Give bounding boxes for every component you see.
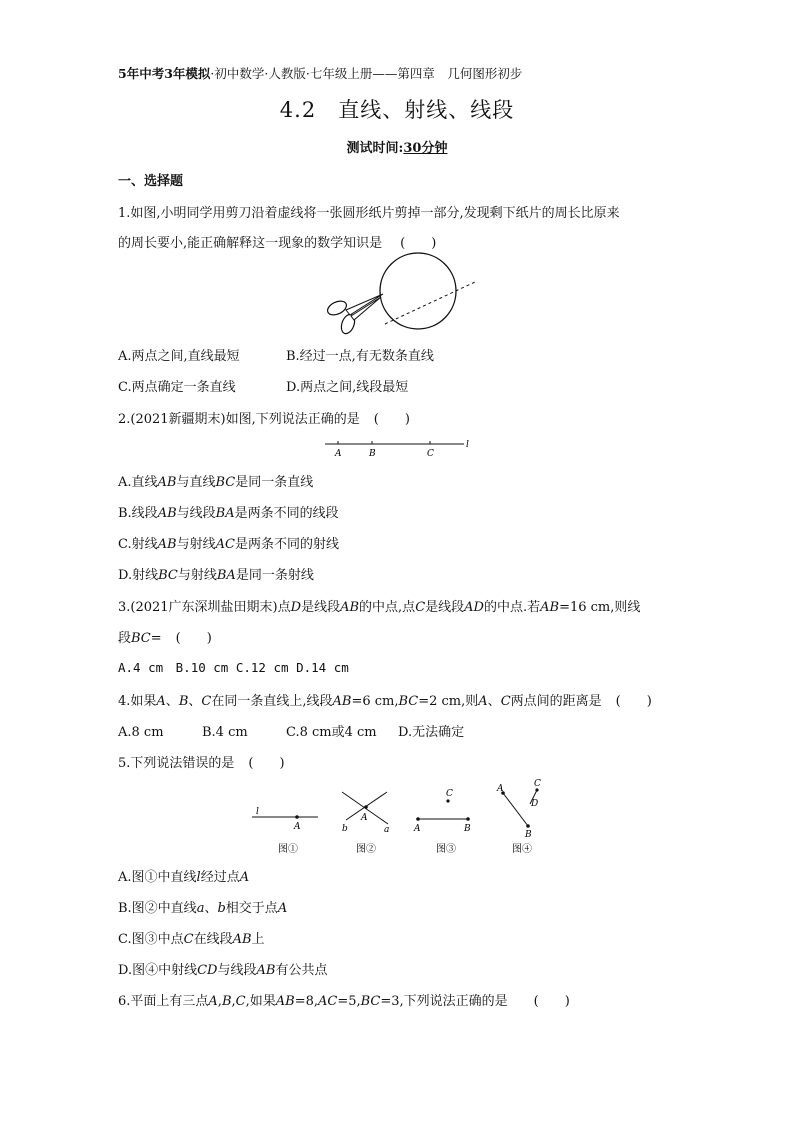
q1-stem-text: 的周长要小,能正确解释这一现象的数学知识是 [118, 236, 383, 251]
point-label-a: A [335, 449, 342, 459]
q5-option-c: C.图③中点C在线段AB上 [118, 932, 265, 947]
q2-stem-text: 2.(2021新疆期末)如图,下列说法正确的是 [118, 412, 360, 427]
fig2-line-label-a: a [384, 825, 390, 835]
figure-1-caption: 图① [278, 844, 298, 855]
fig3-point-label-c: C [446, 789, 453, 799]
q2-stem [118, 408, 410, 427]
q5-stem [118, 752, 285, 771]
q2-option-a: A.直线AB与直线BC是同一条直线 [118, 475, 314, 490]
figure-4 [496, 779, 541, 855]
q2-answer-paren: ( ) [373, 412, 410, 427]
q2-figure-line [320, 436, 480, 460]
q1-option-d: D.两点之间,线段最短 [286, 380, 409, 395]
fig3-point-label-a: A [414, 824, 421, 834]
test-time-value: 30分钟 [403, 141, 448, 156]
figure-3 [413, 789, 471, 855]
q3-answer-paren: ( ) [175, 631, 212, 646]
q4-option-c: C.8 cm或4 cm [286, 725, 377, 740]
fig4-point-label-a: A [497, 784, 504, 794]
q3-stem-line1: 3.(2021广东深圳盐田期末)点D是线段AB的中点,点C是线段AD的中点.若AB=16 cm,则线 [118, 600, 641, 615]
figure-4-caption: 图④ [512, 844, 532, 855]
cut-dashed-line [385, 282, 475, 324]
point-label-b: B [369, 449, 376, 459]
point-label-c: C [427, 449, 434, 459]
q5-option-a: A.图①中直线l经过点A [118, 870, 250, 885]
fig1-line-label-l: l [256, 807, 259, 817]
q1-option-b: B.经过一点,有无数条直线 [286, 349, 434, 364]
test-time-label: 测试时间: [346, 141, 404, 156]
header-brand: 5年中考3年模拟 [118, 66, 211, 81]
q2-option-d: D.射线BC与射线BA是同一条射线 [118, 568, 314, 583]
q5-option-b: B.图②中直线a、b相交于点A [118, 901, 288, 916]
q1-option-a: A.两点之间,直线最短 [118, 349, 240, 364]
section-heading: 一、选择题 [118, 174, 184, 189]
q1-figure-circle-scissors [315, 250, 485, 340]
q6-answer-paren: ( ) [533, 994, 570, 1009]
q1-answer-paren: ( ) [400, 236, 437, 251]
q6-stem: 6.平面上有三点A,B,C,如果AB=8,AC=5,BC=3,下列说法正确的是 ( ) [118, 990, 570, 1009]
q5-answer-paren: ( ) [248, 756, 285, 771]
q1-options-row1 [118, 345, 434, 364]
header-path: ·初中数学·人教版·七年级上册——第四章 几何图形初步 [210, 66, 523, 81]
test-time [0, 137, 794, 156]
q5-stem-text: 5.下列说法错误的是 [118, 756, 235, 771]
q4-answer-paren: ( ) [615, 694, 652, 709]
q1-options-row2 [118, 376, 408, 395]
fig4-point-label-c: C [534, 779, 541, 789]
q4-options [118, 721, 464, 740]
fig3-point-label-b: B [464, 824, 471, 834]
figure-3-caption: 图③ [436, 844, 456, 855]
page-header [118, 64, 522, 82]
fig4-point-label-d: D [531, 799, 539, 809]
q2-option-c: C.射线AB与射线AC是两条不同的射线 [118, 537, 339, 552]
fig2-line-label-b: b [342, 824, 348, 834]
q4-stem: 4.如果A、B、C在同一条直线上,线段AB=6 cm,BC=2 cm,则A、C两点间的距离是 ( ) [118, 690, 652, 709]
figure-2-caption: 图② [356, 844, 376, 855]
figure-1 [252, 807, 318, 855]
q1-option-c: C.两点确定一条直线 [118, 380, 236, 395]
q3-options: A.4 cm B.10 cm C.12 cm D.14 cm [118, 660, 349, 675]
paper-circle [380, 253, 456, 329]
scissors-icon [325, 294, 383, 335]
fig2-point-label-a: A [361, 813, 368, 823]
q4-option-a: A.8 cm [118, 725, 164, 740]
page-title: 4.2 直线、射线、线段 [279, 98, 515, 122]
q3-stem-line2: 段BC= ( ) [118, 627, 212, 646]
q4-option-d: D.无法确定 [398, 725, 465, 740]
fig1-point-label-a: A [294, 822, 301, 832]
line-label-l: l [466, 440, 469, 450]
q5-figures [250, 776, 550, 856]
q1-stem-line1: 1.如图,小明同学用剪刀沿着虚线将一张圆形纸片剪掉一部分,发现剩下纸片的周长比原来 [118, 206, 620, 221]
figure-2 [342, 792, 389, 855]
q1-stem-line2 [118, 232, 436, 251]
q4-option-b: B.4 cm [202, 725, 248, 740]
q2-option-b: B.线段AB与线段BA是两条不同的线段 [118, 506, 339, 521]
fig4-point-label-b: B [525, 830, 532, 840]
q5-option-d: D.图④中射线CD与线段AB有公共点 [118, 963, 328, 978]
